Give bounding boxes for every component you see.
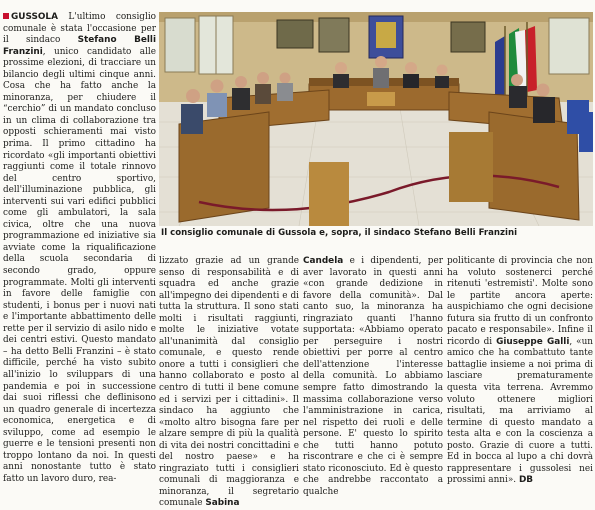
remembered-person-name: Giuseppe Galli <box>496 336 570 347</box>
mayor-name: Stefano Belli Franzini <box>3 35 156 57</box>
article-body-text: , unico candidato alle prossime elezioni, di tracciare un bilancio degli ultimi cinque anni. Cosa che ha fatto anche la minoranza, per chiudere il “cerchio” di un mandato concluso in un clima di collaborazione tra opposti schieramenti mai visto prima. Il primo cittadino ha ricordato «gli importanti obiettivi raggiunti come il totale rinnovo del centro sportivo, dell'illuminazione pubblica, gli interventi sui vari edifici pubblici come gli ambulatori, la sala civica, oltre che una nuova programmazione ed iniziative sia avviate come la riqualificazione della scuola secondaria di secondo grado, oppure programmate. Molti gli interventi in favore delle famiglie con studenti, i bonus per i nuovi nati e l'importante abbattimento delle rette per il servizio di asilo nido e dei centri estivi. Questo mandato – ha detto Belli Franzini – è stato difficile, perché ha visto subito all'inizio lo sviluppars di una pandemia e poi in successione dai suoi riflessi che deflinisono un quadro generale di incertezza economica, energetica e di sviluppo, come ad esempio le guerre e le tensioni presenti non troppo lontano da noi. In questi anni nonostante tutto è stato fatto un lavoro duro, rea- <box>3 46 156 484</box>
article-body-text: politicante di provincia che non ha voluto sostenerci perché ritenuti 'estremisti'. Molte sono le partite ancora aperte: auspichiamo che ogni decisione futura sia frutto di un confronto pacato e responsabile». Infine il ricordo di <box>447 256 593 347</box>
article-body-text: lizzato grazie ad un grande senso di responsabilità e di squadra ed anche grazie all'impegno dei dipendenti e di tutta la struttura. Il sono stati molti i risultati raggiunti, molte le iniziative votate all'unanimità dal consiglio comunale, e questo rende onore a tutti i consiglieri che hanno collaborato e posto al centro di tutti il bene comune ed i servizi per i cittadini». Il sindaco ha aggiunto che «molto altro bisogna fare per alzare sempre di più la qualità di vita dei nostri concittadini e del nostro paese» e ha ringraziato tutti i consiglieri comunali di maggioranza e minoranza, il segretario comunale <box>159 256 299 509</box>
article-body-text: e i dipendenti, per aver lavorato in questi anni «con grande dedizione in favore della comunità». Dal canto suo, la minoranza ha ringraziato quanti l'hanno supportata: «Abbiamo operato per perseguire i nostri obiettivi per porre al centro dell'attenzione l'interesse della comunità. Lo abbiamo sempre fatto dimostrando la massima collaborazione verso l'amministrazione in carica, nel rispetto dei ruoli e delle persone. E' questo lo spirito che tutti hanno potuto riscontrare e che ci è sempre stato riconosciuto. Ed è questo che andrebbe raccontato a qualche <box>303 256 443 497</box>
article-dateline: GUSSOLA <box>11 12 58 22</box>
secretary-name: Sabina <box>205 498 240 509</box>
author-signature: DB <box>518 475 534 486</box>
article-intro-text: L'ultimo consiglio comunale è stata l'occasione per il sindaco <box>3 12 156 46</box>
secretary-surname: Candela <box>303 256 344 266</box>
red-square-icon <box>3 13 9 19</box>
council-meeting-photo <box>159 12 593 226</box>
article-column-3 <box>303 256 443 498</box>
article-body-text: , «un amico che ha combattuto tante battaglie insieme a noi prima di lasciare prematuramente questa vita terrena. Avremmo voluto ottenere migliori risultati, ma arriviamo al termine di questo mandato a testa alta e con la coscienza a posto. Grazie di cuore a tutti. Ed in bocca al lupo a chi dovrà rappresentare i gussolesi nei prossimi anni». <box>447 336 593 486</box>
article-column-4 <box>447 256 593 487</box>
photo-caption: Il consiglio comunale di Gussola e, sopra, il sindaco Stefano Belli Franzini <box>161 228 518 238</box>
article-column-1 <box>3 12 156 485</box>
